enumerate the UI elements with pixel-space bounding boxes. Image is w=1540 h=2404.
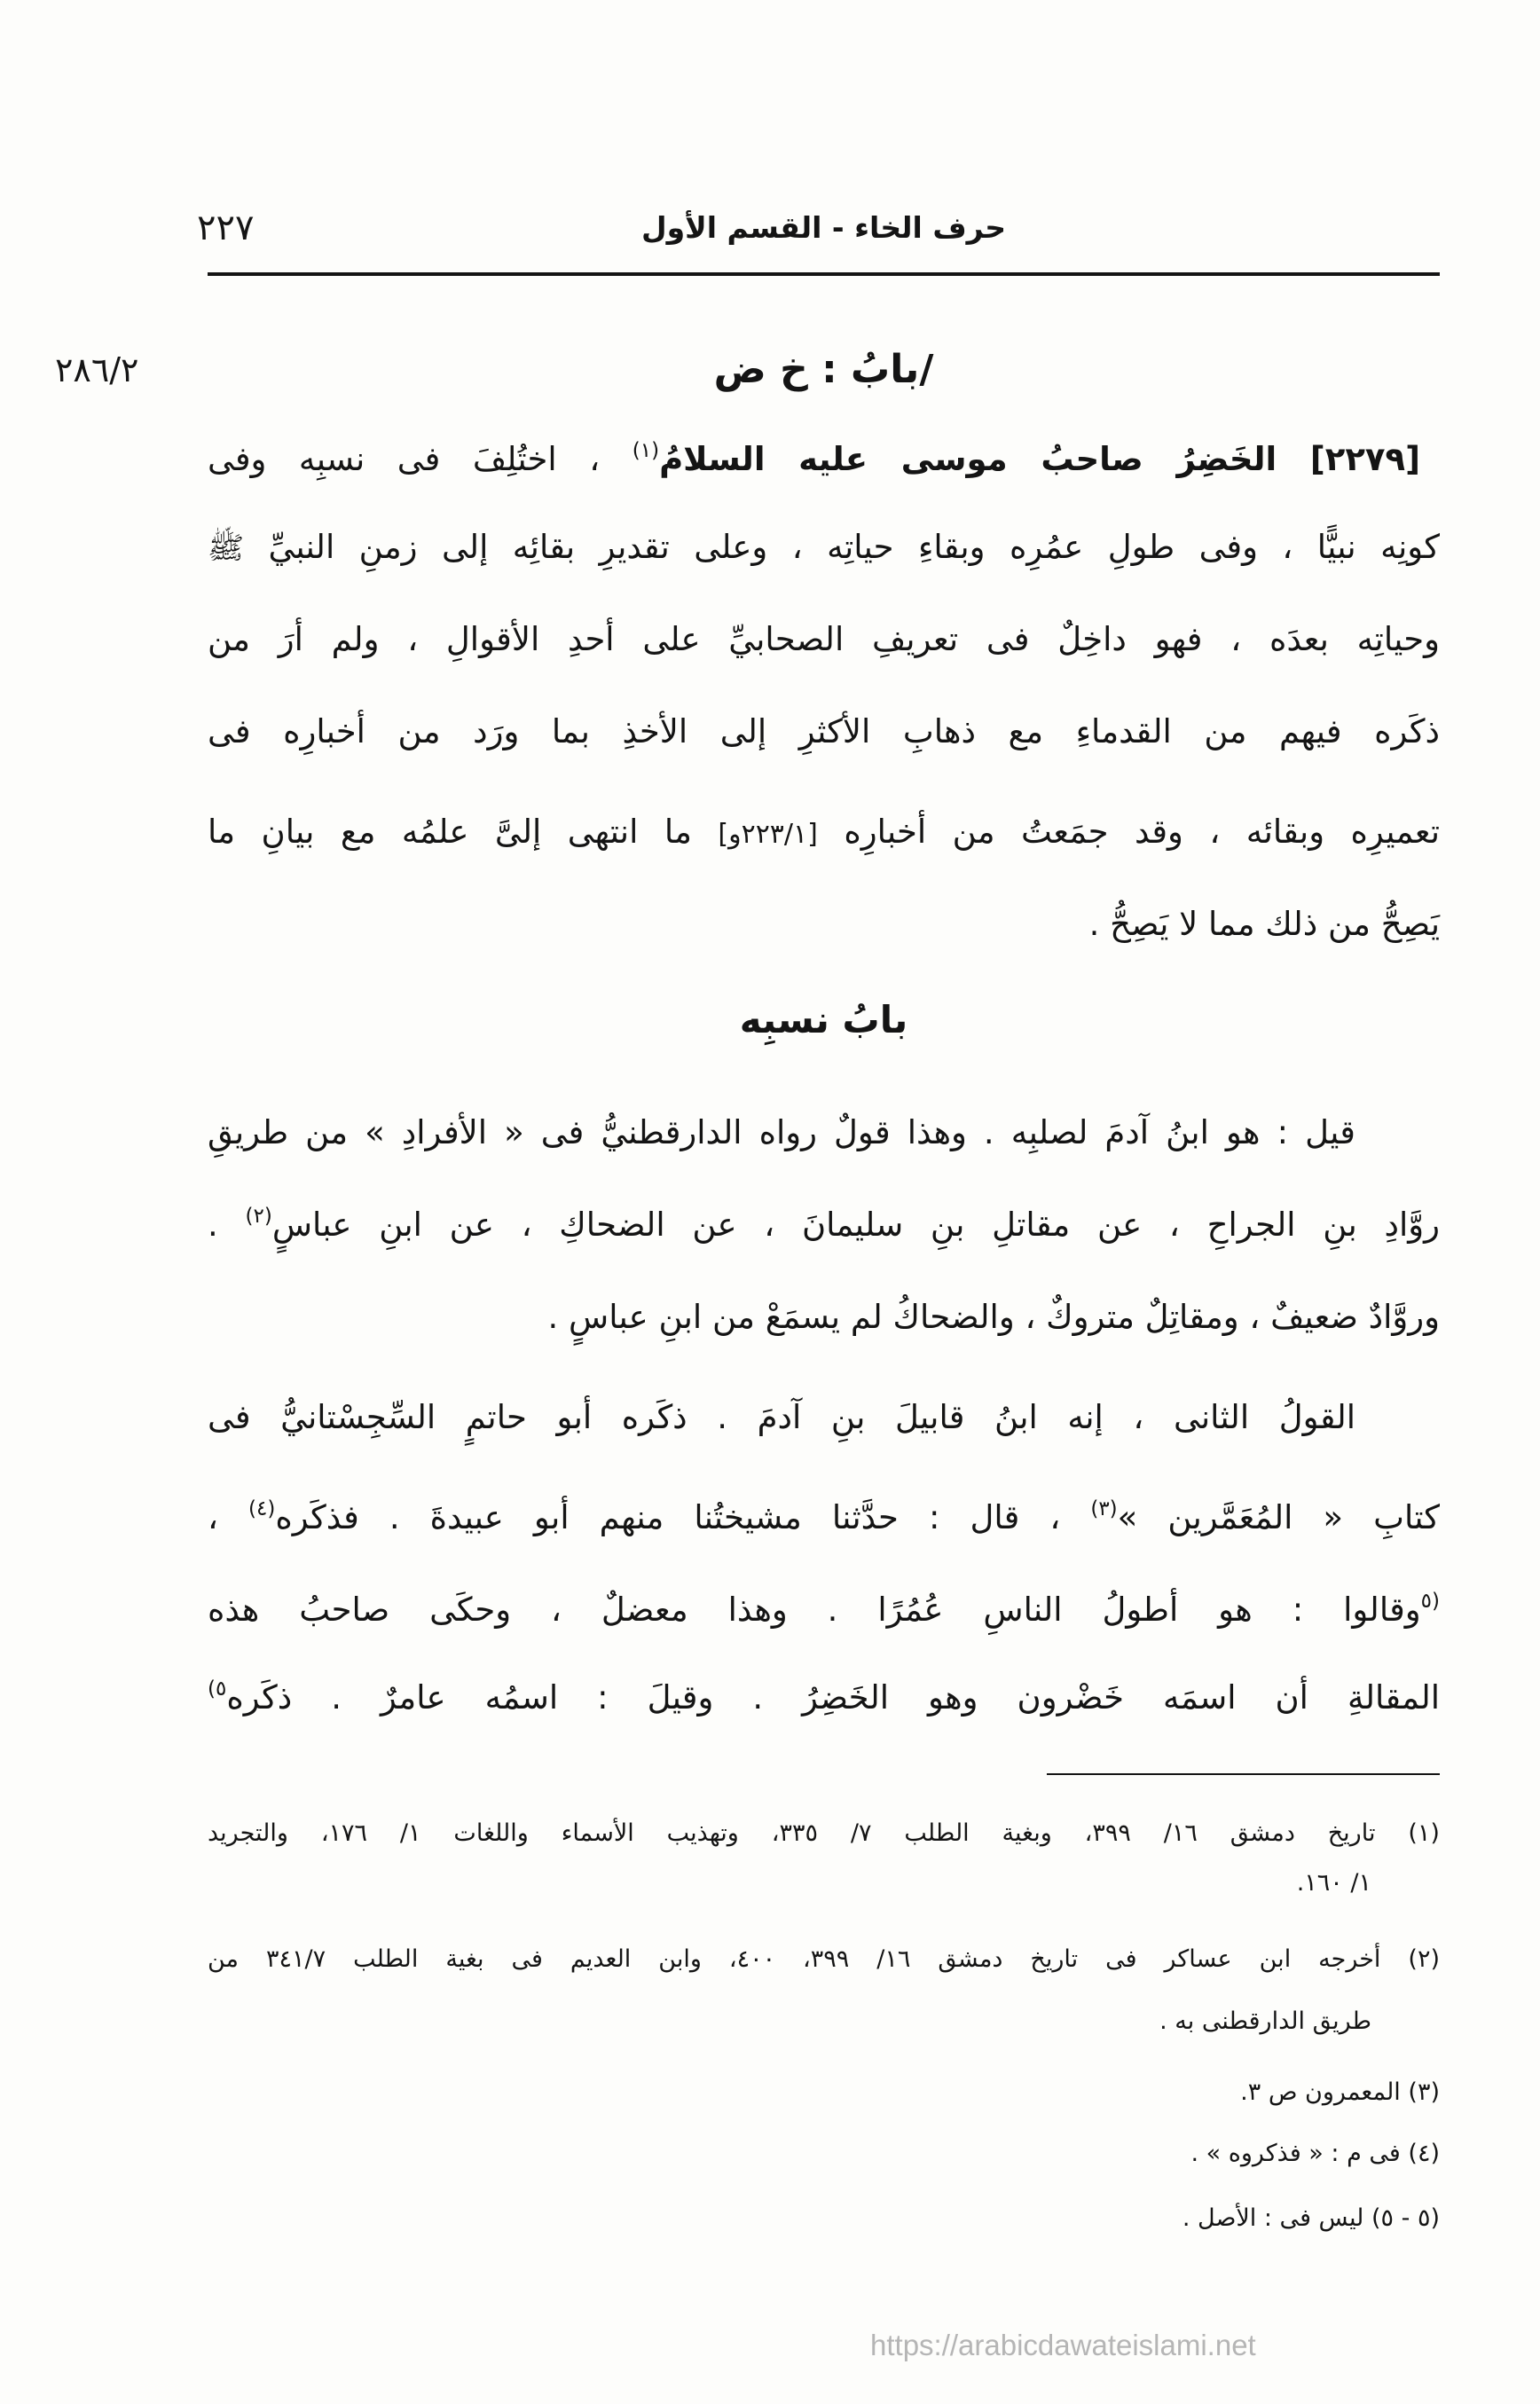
footnote-5 (208, 2196, 1440, 2241)
footnote-3 (208, 2070, 1440, 2115)
entry-text: ما انتهى إلىَّ علمُه مع بيانِ ما (208, 813, 719, 851)
entry-line-2 (208, 512, 1440, 583)
footnote-text: فى م : « فذكروه » . (1190, 2140, 1401, 2167)
footnote-ref: (٤) (248, 1497, 276, 1520)
paragraph-text: روَّادِ بنِ الجراحِ ، عن مقاتلِ بنِ سليمانَ ، عن الضحاكِ ، عن ابنِ عباسٍ (271, 1206, 1440, 1244)
footnote-text: ليس فى : الأصل . (1182, 2204, 1364, 2232)
footnote-4 (208, 2132, 1440, 2176)
paragraph-2-line-3 (208, 1575, 1440, 1646)
margin-reference: ٢٨٦/٢ (55, 350, 139, 389)
paragraph-1-line-1: قيل : هو ابنُ آدمَ لصلبِه . وهذا قولٌ رواه الدارقطنيُّ فى « الأفرادِ » من طريقِ (208, 1113, 1355, 1151)
page-number: ٢٢٧ (197, 208, 255, 248)
footnote-1 (208, 1811, 1440, 1856)
paragraph-2-line-2 (208, 1482, 1440, 1553)
paragraph-1-line-2 (208, 1190, 1440, 1261)
footnote-ref: (٢) (245, 1205, 272, 1228)
footnote-text: أخرجه ابن عساكر فى تاريخ دمشق ١٦/ ٣٩٩، ٤٠٠، وابن العديم فى بغية الطلب ٣٤١/٧ من (208, 1945, 1381, 1973)
entry-text: تعميرِه وبقائه ، وقد جمَعتُ من أخبارِه (817, 813, 1441, 851)
paragraph-1-line-3: وروَّادٌ ضعيفٌ ، ومقاتِلٌ متروكٌ ، والضحاكُ لم يسمَعْ من ابنِ عباسٍ . (547, 1298, 1440, 1336)
entry-line-6: يَصِحُّ من ذلك مما لا يَصِحُّ . (1088, 905, 1440, 943)
footnote-ref-close: ٥) (208, 1677, 227, 1701)
footnote-2-continuation: طريق الدارقطنى به . (1159, 2007, 1371, 2035)
paragraph-text: . (208, 1206, 246, 1244)
footnote-ref: (٣) (1090, 1497, 1118, 1520)
footnote-rule (1047, 1773, 1440, 1775)
entry-line-5 (208, 797, 1440, 868)
paragraph-text: المقالةِ أن اسمَه خَضْرون وهو الخَضِرُ . وقيلَ : اسمُه عامرٌ . ذكَره (226, 1678, 1440, 1717)
footnote-marker: (١) (1408, 1819, 1440, 1847)
website-watermark: https://arabicdawateislami.net (870, 2329, 1256, 2361)
paragraph-text: ، (208, 1498, 248, 1536)
footnote-2 (208, 1937, 1440, 1982)
chapter-title: /بابُ : خ ض (713, 347, 934, 392)
footnote-marker: (٤) (1408, 2140, 1440, 2167)
footnote-marker: (٣) (1408, 2078, 1440, 2106)
footnote-marker: (٢) (1408, 1945, 1441, 1973)
running-title: حرف الخاء - القسم الأول (641, 210, 1006, 245)
footnote-ref: (١) (632, 439, 660, 462)
paragraph-text: ، قال : حدَّثنا مشيختُنا منهم أبو عبيدةَ . فذكَره (275, 1498, 1091, 1536)
footnote-ref-open: (٥ (1420, 1590, 1440, 1613)
entry-text: ، اختُلِفَ فى نسبِه وفى (208, 440, 632, 478)
entry-line-4: ذكَره فيهم من القدماءِ مع ذهابِ الأكثرِ إلى الأخذِ بما ورَد من أخبارِه فى (208, 712, 1440, 750)
entry-text: كونِه نبيًّا ، وفى طولِ عمُرِه وبقاءِ حياتِه ، وعلى تقديرِ بقائِه إلى زمنِ النبيِّ (244, 528, 1440, 566)
manuscript-folio-marker: [٢٢٣/١و] (718, 819, 818, 850)
paragraph-2-line-1: القولُ الثانى ، إنه ابنُ قابيلَ بنِ آدمَ . ذكَره أبو حاتمٍ السِّجِسْتانيُّ فى (208, 1398, 1355, 1436)
footnote-1-continuation: ١/ ١٦٠. (1296, 1869, 1371, 1897)
header-rule (208, 272, 1440, 276)
entry-line-1 (208, 424, 1440, 495)
paragraph-2-line-4 (208, 1662, 1440, 1733)
entry-line-3: وحياتِه بعدَه ، فهو داخِلٌ فى تعريفِ الصحابيِّ على أحدِ الأقوالِ ، ولم أرَ من (208, 620, 1440, 658)
paragraph-text: وقالوا : هو أطولُ الناسِ عُمُرًا . وهذا معضلٌ ، وحكَى صاحبُ هذه (208, 1591, 1421, 1629)
footnote-text: تاريخ دمشق ١٦/ ٣٩٩، وبغية الطلب ٧/ ٣٣٥، وتهذيب الأسماء واللغات ١/ ١٧٦، والتجريد (208, 1819, 1376, 1847)
footnote-marker: (٥ - ٥) (1371, 2204, 1440, 2232)
footnote-text: المعمرون ص ٣. (1240, 2078, 1401, 2106)
honorific-ligature: ﷺ (208, 530, 245, 566)
entry-heading: [٢٢٧٩] الخَضِرُ صاحبُ موسى عليه السلامُ (659, 440, 1421, 478)
paragraph-text: كتابِ « المُعَمَّرين » (1117, 1498, 1440, 1536)
subsection-title: بابُ نسبِه (739, 998, 908, 1041)
